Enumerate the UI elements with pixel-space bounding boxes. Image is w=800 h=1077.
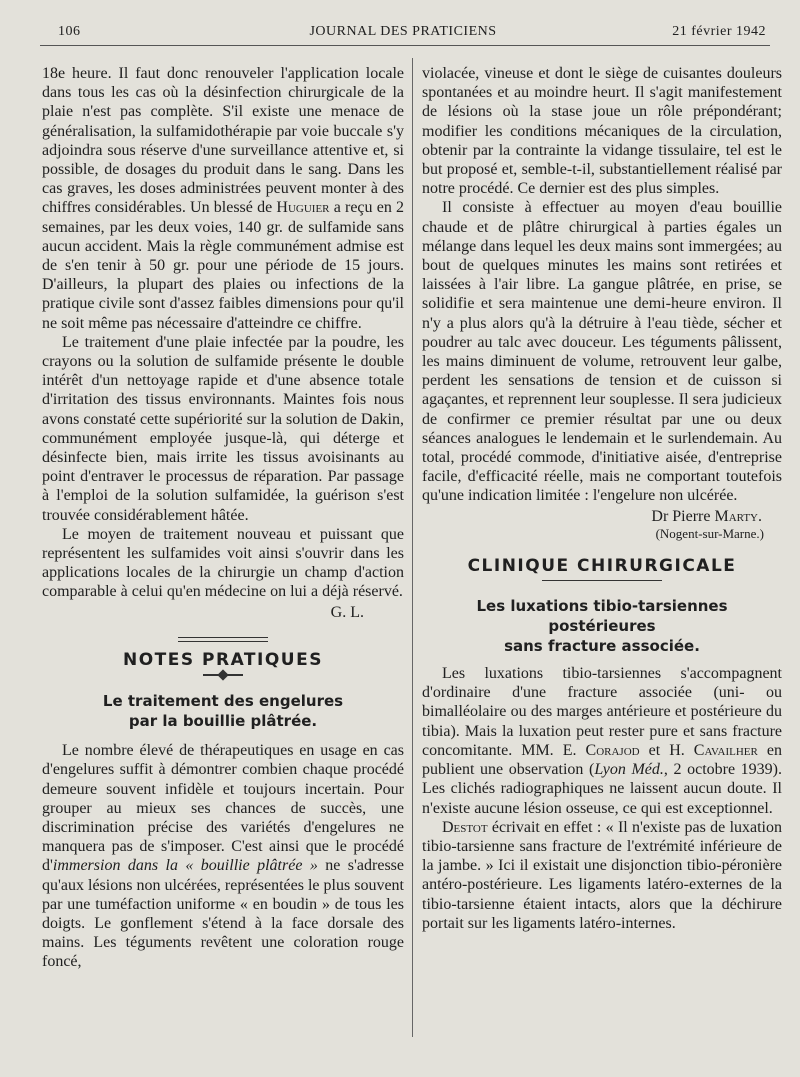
text-span: a reçu en 2 semaines, par les deux voies, 140 gr. de sulfamide sans aucun accident. Mais la règle communément admise est de s'en tenir à 50 gr. pour une période de 15 jours. D'ailleurs, la plupart des plaies ou infections de la pratique civile sont d'assez faibles dimensions pour qu'il ne soit même pas nécessaire d'atteindre ce chiffre. [42,199,405,332]
article-title-line: par la bouillie plâtrée. [128,712,318,731]
section-title: NOTES PRATIQUES [123,649,323,670]
article-title-line: Le traitement des engelures [102,692,344,711]
italic-span: Lyon Méd. [594,761,664,779]
paragraph [42,741,404,971]
italic-span: immersion dans la « bouillie plâtrée » [52,857,318,875]
article-title [42,691,404,731]
column-divider [412,58,413,1037]
right-column [422,64,782,933]
text-span: en publient une observation ( [422,741,782,779]
article-title [422,596,782,656]
author-name: Huguier [276,199,330,217]
author-signature [422,507,782,526]
text-span: Les luxations tibio-tarsiennes s'accompagnent d'ordinaire d'une fracture associée (uni- ou bimalléolaire ou des marges antérieure et postérieure du tibia). Mais la luxation peut rester pure et sans fracture concomitante. MM. E. [422,665,782,759]
ornament-icon [203,671,243,679]
signature: G. L. [330,603,364,621]
paragraph: Le moyen de traitement nouveau et puissant que représentent les sulfamides voit ainsi s'ouvrir dans les applications locales de la chirurgie un champ d'action comparable à celui qu'en médecine on lui a déjà réservé. [42,525,404,601]
author-name: Destot [442,818,488,836]
page-number: 106 [58,24,81,39]
paragraph: violacée, vineuse et dont le siège de cuisantes douleurs spontanées et au moindre heurt. Il s'agit manifestement de lésions où la stase joue un rôle prépondérant; modifier les conditions mécaniques de la circulation, obtenir par la contrainte la vidange tissulaire, tel est le but proposé et, semble-t-il, substantiellement réalisé par notre procédé. Ce dernier est des plus simples. [422,65,782,198]
section-title: CLINIQUE CHIRURGICALE [467,555,737,576]
author-prefix: Dr Pierre [651,507,715,525]
page-header [40,24,766,44]
left-column [42,64,404,972]
article-title-line: sans fracture associée. [504,637,700,656]
text-span: et H. [639,741,694,759]
paragraph [422,664,782,818]
text-span: écrivait en effet : « Il n'existe pas de luxation tibio-tarsienne sans fracture de l'extrémité inférieure de la jambe. » Ici il existait une disjonction tibio-péronière antéro-postérieure. Les ligaments latéro-externes de la tibio-tarsienne étaient intacts, alors que la déchirure portait sur les ligaments latéro-internes. [422,818,782,932]
paragraph: Il consiste à effectuer au moyen d'eau bouillie chaude et de plâtre chirurgical à parties égales un mélange dans lequel les deux mains sont immergées; au bout de quelques minutes les mains sont retirées et laissées à l'air libre. La gangue plâtrée, en prise, se solidifie et sera maintenue une demi-heure environ. Il n'y a plus alors qu'à la détruire à l'eau tiède, sécher et poudrer au talc avec douceur. Les téguments pâlissent, les mains diminuent de volume, retrouvent leur galbe, perdent les sensations de tension et de cuisson si agaçantes, et reprennent leur souplesse. Il sera judicieux de confirmer ce premier résultat par une ou deux séances analogues le lendemain et le surlendemain. Au total, procédé commode, d'initiative aisée, d'entreprise facile, d'efficacité réelle, mais ne comportant toutefois qu'une indication limitée : l'engelure non ulcérée. [422,199,782,505]
journal-title: JOURNAL DES PRATICIENS [309,24,497,39]
paragraph: Le traitement d'une plaie infectée par la poudre, les crayons ou la solution de sulfamide présente le double intérêt d'un nettoyage rapide et d'une absence totale d'irritation des tissus environnants. Maintes fois nous avons constaté cette supériorité sur la solution de Dakin, communément employée jusque-là, qui déterge et désinfecte bien, mais irrite les tissus avoisinants au point d'entraver le processus de réparation. Par passage à l'emploi de la solution sulfamidée, la guérison s'est trouvée considérablement hâtée. [42,333,404,524]
text-span: 18e heure. Il faut donc renouveler l'application locale dans tous les cas où la désinfection chirurgicale de la plaie n'est pas complète. S'il existe une menace de généralisation, la sulfamidothérapie par voie buccale s'y adjoindra sous réserve d'une surveillance attentive et, si possible, de dosages du produit dans le sang. Dans les cas graves, les doses administrées peuvent monter à des chiffres considérables. Un blessé de [42,65,404,217]
paragraph [422,818,782,933]
author-name: Cavailher [693,741,758,759]
text-span: ne s'adresse qu'aux lésions non ulcérées, représentées le plus souvent par une tuméfaction uniforme « en boudin » de tous les doigts. Le gonflement s'étend à la face dorsale des mains. Les téguments revêtent une coloration rouge foncé, [42,857,404,971]
text-span: , 2 octobre 1939). Les clichés radiographiques ne laissent aucun doute. Il n'existe aucune lésion osseuse, ce qui est exceptionnel. [422,761,783,817]
issue-date: 21 février 1942 [672,24,766,39]
paragraph [42,64,404,333]
author-name: Corajod [585,741,640,759]
author-place: (Nogent-sur-Marne.) [655,525,764,541]
author-name: Marty. [714,507,762,525]
header-rule [40,45,770,46]
article-title-line: Les luxations tibio-tarsiennes postérieures [476,597,728,636]
text-span: Le nombre élevé de thérapeutiques en usage en cas d'engelures suffit à démontrer combien chaque procédé demeure souvent infidèle et toujours incertain. Pour grouper au mieux ses chances de succès, une discrimination précise des variétés d'engelures ne manquera pas de s'imposer. C'est ainsi que le procédé d' [42,742,404,875]
